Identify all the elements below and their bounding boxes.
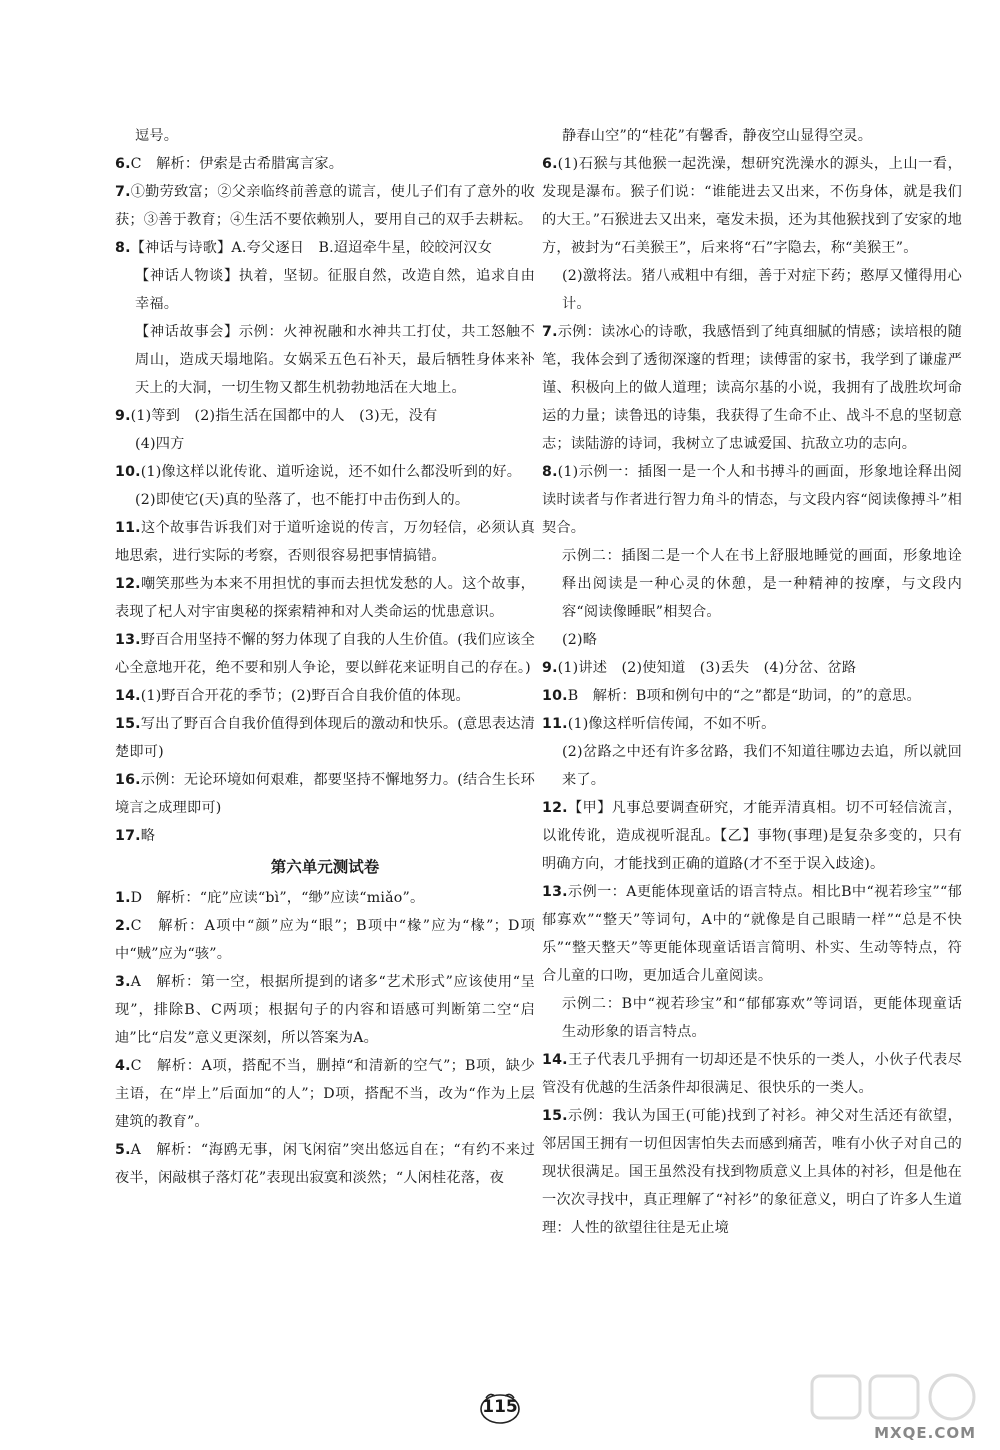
question-number: 9. (115, 408, 131, 424)
question-number: 6. (542, 156, 558, 172)
answer-text: A 解析：第一空，根据所提到的诸多“艺术形式”应该使用“呈现”，排除B、C两项；根据句子的内容和语感可判断第二空“启迪”比“启发”意义更深刻，所以答案为A。 (115, 974, 535, 1046)
right-item-7-line-1 (542, 710, 962, 738)
question-number: 13. (115, 632, 141, 648)
answer-text: 嘲笑那些为本来不用担忧的事而去担忧发愁的人。这个故事，表现了杞人对宇宙奥秘的探索精神和对人类命运的忧患意识。 (115, 576, 535, 620)
answer-text: 逗号。 (135, 128, 179, 144)
answer-text: 【神话人物谈】执着，坚韧。征服自然，改造自然，追求自由幸福。 (135, 268, 535, 312)
answer-text: C 解析：A项中“颜”应为“眼”；B项中“椽”应为“椽”；D项中“贼”应为“骇”。 (115, 918, 535, 962)
question-number: 11. (115, 520, 141, 536)
left-item-9-line-1 (115, 626, 535, 682)
answer-text: (1)石猴与其他猴一起洗澡，想研究洗澡水的源头，上山一看，发现是瀑布。猴子们说：“谁能进去又出来，不伤身体，就是我们的大王。”石猴进去又出来，毫发未损，还为其他猴找到了安家的地方，被封为“石美猴王”，后来将“石”字隐去，称“美猴王”。 (542, 156, 962, 256)
answer-text: 略 (140, 828, 156, 844)
answer-text: 示例一：A更能体现童话的语言特点。相比B中“视若珍宝”“郁郁寡欢”“整天”等词句，A中的“就像是自己眼睛一样”“总是不快乐”“整天整天”等更能体现童话语言简明、朴实、生动等特点，符合儿童的口吻，更加适合儿童阅读。 (542, 884, 962, 984)
answer-text: 王子代表几乎拥有一切却还是不快乐的一类人，小伙子代表尽管没有优越的生活条件却很满足、很快乐的一类人。 (542, 1052, 962, 1096)
right-item-3-line-1 (542, 318, 962, 458)
right-item-7-line-2 (542, 738, 962, 794)
left-item-12-line-1 (115, 766, 535, 822)
right-item-6-line-1 (542, 682, 962, 710)
question-number: 4. (115, 1058, 131, 1074)
answer-text: (1)像这样听信传闻，不如不听。 (567, 716, 776, 732)
left-item-13-line-1 (115, 822, 535, 850)
question-number: 9. (542, 660, 558, 676)
answer-text: 【甲】凡事总要调查研究，才能弄清真相。切不可轻信流言，以讹传讹，造成视听混乱。【乙】事物(事理)是复杂多变的，只有明确方向，才能找到正确的道路(才不至于误入歧途)。 (542, 800, 962, 872)
answer-text: B 解析：B项和例句中的“之”都是“助词，的”的意思。 (567, 688, 921, 704)
left-item-3-line-1 (115, 178, 535, 234)
answer-text: (1)讲述 (2)使知道 (3)丢失 (4)分岔、岔路 (557, 660, 857, 676)
answer-text: C 解析：伊索是古希腊寓言家。 (130, 156, 344, 172)
right-item-2-line-2 (542, 262, 962, 318)
answer-text: C 解析：A项，搭配不当，删掉“和清新的空气”；B项，缺少主语，在“岸上”后面加“的人”；D项，搭配不当，改为“作为上层建筑的教育”。 (115, 1058, 535, 1130)
left-item-6-line-2 (115, 486, 535, 514)
right-item-11-line-1 (542, 1102, 962, 1242)
answer-text: 野百合用坚持不懈的努力体现了自我的人生价值。(我们应该全心全意地开花，绝不要和别人争论，要以鲜花来证明自己的存在。) (115, 632, 535, 676)
answer-text: 示例：读冰心的诗歌，我感悟到了纯真细腻的情感；读培根的随笔，我体会到了透彻深邃的哲理；读傅雷的家书，我学到了谦虚严谨、积极向上的做人道理；读高尔基的小说，我拥有了战胜坎坷命运的力量；读鲁迅的诗集，我获得了生命不止、战斗不息的坚韧意志；读陆游的诗词，我树立了忠诚爱国、抗敌立功的志向。 (542, 324, 962, 452)
answer-text: (1)示例一：插图一是一个人和书搏斗的画面，形象地诠释出阅读时读者与作者进行智力角斗的情态，与文段内容“阅读像搏斗”相契合。 (542, 464, 962, 536)
left-item-10-line-1 (115, 682, 535, 710)
question-number: 7. (115, 184, 131, 200)
question-number: 8. (115, 240, 131, 256)
answer-text: 示例：我认为国王(可能)找到了衬衫。神父对生活还有欲望，邻居国王拥有一切但因害怕失去而感到痛苦，唯有小伙子对自己的现状很满足。国王虽然没有找到物质意义上具体的衬衫，但是他在一次次寻找中，真正理解了“衬衫”的象征意义，明白了许多人生道理：人性的欲望往往是无止境 (542, 1108, 962, 1236)
question-number: 11. (542, 716, 568, 732)
left2-item-5-line-1 (115, 1136, 535, 1192)
answer-text: (1)等到 (2)指生活在国都中的人 (3)无，没有 (130, 408, 438, 424)
right-item-10-line-1 (542, 1046, 962, 1102)
left-item-4-line-1 (115, 234, 535, 262)
question-number: 14. (115, 688, 141, 704)
answer-text: 【神话故事会】示例：火神祝融和水神共工打仗，共工怒触不周山，造成天塌地陷。女娲采五色石补天，最后牺牲身体来补天上的大洞，一切生物又都生机勃勃地活在大地上。 (135, 324, 535, 396)
answer-text: A 解析：“海鸥无事，闲飞闲宿”突出悠远自在；“有约不来过夜半，闲敲棋子落灯花”表现出寂寞和淡然；“人闲桂花落，夜 (115, 1142, 535, 1186)
question-number: 10. (115, 464, 141, 480)
answer-text: 示例二：B中“视若珍宝”和“郁郁寡欢”等词语，更能体现童话生动形象的语言特点。 (562, 996, 962, 1040)
question-number: 6. (115, 156, 131, 172)
question-number: 17. (115, 828, 141, 844)
question-number: 5. (115, 1142, 131, 1158)
right-item-9-line-1 (542, 878, 962, 990)
section-title: 第六单元测试卷 (270, 858, 380, 876)
question-number: 8. (542, 464, 558, 480)
left-item-7-line-1 (115, 514, 535, 570)
right-item-4-line-1 (542, 458, 962, 542)
answer-text: ①勤劳致富；②父亲临终前善意的谎言，使儿子们有了意外的收获；③善于教育；④生活不要依赖别人，要用自己的双手去耕耘。 (115, 184, 535, 228)
question-number: 15. (115, 716, 141, 732)
question-number: 7. (542, 324, 558, 340)
page-number-text: 115 (482, 1397, 518, 1417)
answer-text: D 解析：“庇”应读“bì”，“缈”应读“miǎo”。 (130, 890, 425, 906)
question-number: 13. (542, 884, 568, 900)
right-item-4-line-2 (542, 542, 962, 626)
left-item-5-line-2 (115, 430, 535, 458)
answer-text: (1)像这样以讹传讹、道听途说，还不如什么都没听到的好。 (140, 464, 522, 480)
left2-item-2-line-1 (115, 912, 535, 968)
left2-item-4-line-1 (115, 1052, 535, 1136)
answer-text: 【神话与诗歌】A.夸父逐日 B.迢迢牵牛星，皎皎河汉女 (130, 240, 493, 256)
answer-text: (2)略 (562, 632, 598, 648)
left-item-4-line-3 (115, 318, 535, 402)
question-number: 14. (542, 1052, 568, 1068)
answer-text: (2)激将法。猪八戒粗中有细，善于对症下药；憨厚又懂得用心计。 (562, 268, 962, 312)
answer-text: 静春山空”的“桂花”有馨香，静夜空山显得空灵。 (562, 128, 873, 144)
answer-text: 示例：无论环境如何艰难，都要坚持不懈地努力。(结合生长环境言之成理即可) (115, 772, 535, 816)
question-number: 10. (542, 688, 568, 704)
right-item-4-line-3 (542, 626, 962, 654)
question-number: 12. (542, 800, 568, 816)
left2-item-1-line-1 (115, 884, 535, 912)
watermark-url: MXQE.COM (874, 1424, 976, 1442)
question-number: 16. (115, 772, 141, 788)
left-item-1-line-1 (115, 122, 535, 150)
answer-text: 这个故事告诉我们对于道听途说的传言，万勿轻信，必须认真地思索，进行实际的考察，否则很容易把事情搞错。 (115, 520, 535, 564)
right-item-8-line-1 (542, 794, 962, 878)
answer-text: (1)野百合开花的季节；(2)野百合自我价值的体现。 (140, 688, 470, 704)
left-item-11-line-1 (115, 710, 535, 766)
left-item-6-line-1 (115, 458, 535, 486)
right-item-9-line-2 (542, 990, 962, 1046)
right-item-2-line-1 (542, 150, 962, 262)
question-number: 2. (115, 918, 131, 934)
right-item-5-line-1 (542, 654, 962, 682)
question-number: 12. (115, 576, 141, 592)
left-item-2-line-1 (115, 150, 535, 178)
right-column (542, 122, 962, 1242)
answer-text: 写出了野百合自我价值得到体现后的激动和快乐。(意思表达清楚即可) (115, 716, 535, 760)
right-item-1-line-1 (542, 122, 962, 150)
question-number: 15. (542, 1108, 568, 1124)
page-number (478, 1390, 522, 1426)
question-number: 1. (115, 890, 131, 906)
left-column (115, 122, 535, 1192)
left-item-5-line-1 (115, 402, 535, 430)
answer-text: (2)岔路之中还有许多岔路，我们不知道往哪边去追，所以就回来了。 (562, 744, 962, 788)
left2-item-3-line-1 (115, 968, 535, 1052)
answer-text: 示例二：插图二是一个人在书上舒服地睡觉的画面，形象地诠释出阅读是一种心灵的休憩，是一种精神的按摩，与文段内容“阅读像睡眠”相契合。 (562, 548, 962, 620)
left-item-8-line-1 (115, 570, 535, 626)
answer-text: (4)四方 (135, 436, 185, 452)
question-number: 3. (115, 974, 131, 990)
answer-text: (2)即使它(天)真的坠落了，也不能打中击伤到人的。 (135, 492, 470, 508)
left-item-4-line-2 (115, 262, 535, 318)
